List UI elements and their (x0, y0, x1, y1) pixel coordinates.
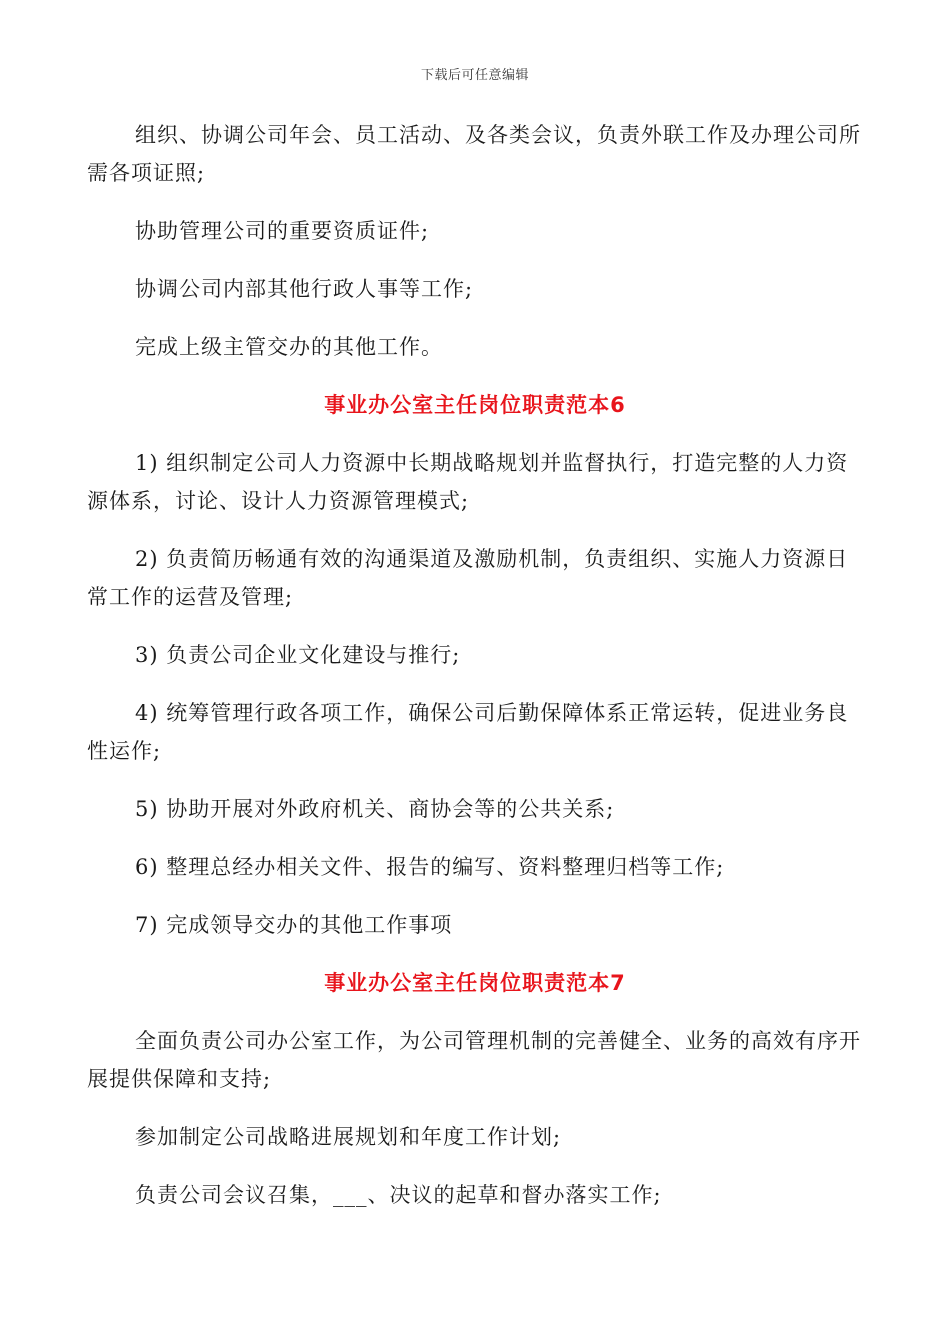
list-item: 4) 统筹管理行政各项工作，确保公司后勤保障体系正常运转，促进业务良性运作; (87, 701, 849, 763)
document-body (87, 116, 863, 1234)
paragraph: 参加制定公司战略进展规划和年度工作计划; (135, 1125, 562, 1149)
list-item: 1) 组织制定公司人力资源中长期战略规划并监督执行，打造完整的人力资源体系，讨论、设计人力资源管理模式; (87, 451, 849, 513)
section-heading-7: 事业办公室主任岗位职责范本7 (324, 971, 626, 995)
paragraph: 协调公司内部其他行政人事等工作; (135, 277, 474, 301)
list-item: 6) 整理总经办相关文件、报告的编写、资料整理归档等工作; (135, 855, 725, 879)
list-item: 2) 负责简历畅通有效的沟通渠道及激励机制，负责组织、实施人力资源日常工作的运营及管理; (87, 547, 849, 609)
list-item: 3) 负责公司企业文化建设与推行; (135, 643, 461, 667)
page-header: 下载后可任意编辑 (420, 68, 529, 83)
paragraph: 完成上级主管交办的其他工作。 (135, 335, 443, 359)
section-heading-6: 事业办公室主任岗位职责范本6 (324, 393, 626, 417)
list-item: 5) 协助开展对外政府机关、商协会等的公共关系; (135, 797, 615, 821)
list-item: 7) 完成领导交办的其他工作事项 (135, 913, 453, 937)
paragraph: 负责公司会议召集，___、决议的起草和督办落实工作; (135, 1183, 662, 1207)
paragraph: 全面负责公司办公室工作，为公司管理机制的完善健全、业务的高效有序开展提供保障和支持; (87, 1029, 861, 1091)
paragraph: 组织、协调公司年会、员工活动、及各类会议，负责外联工作及办理公司所需各项证照; (87, 123, 861, 185)
paragraph: 协助管理公司的重要资质证件; (135, 219, 430, 243)
